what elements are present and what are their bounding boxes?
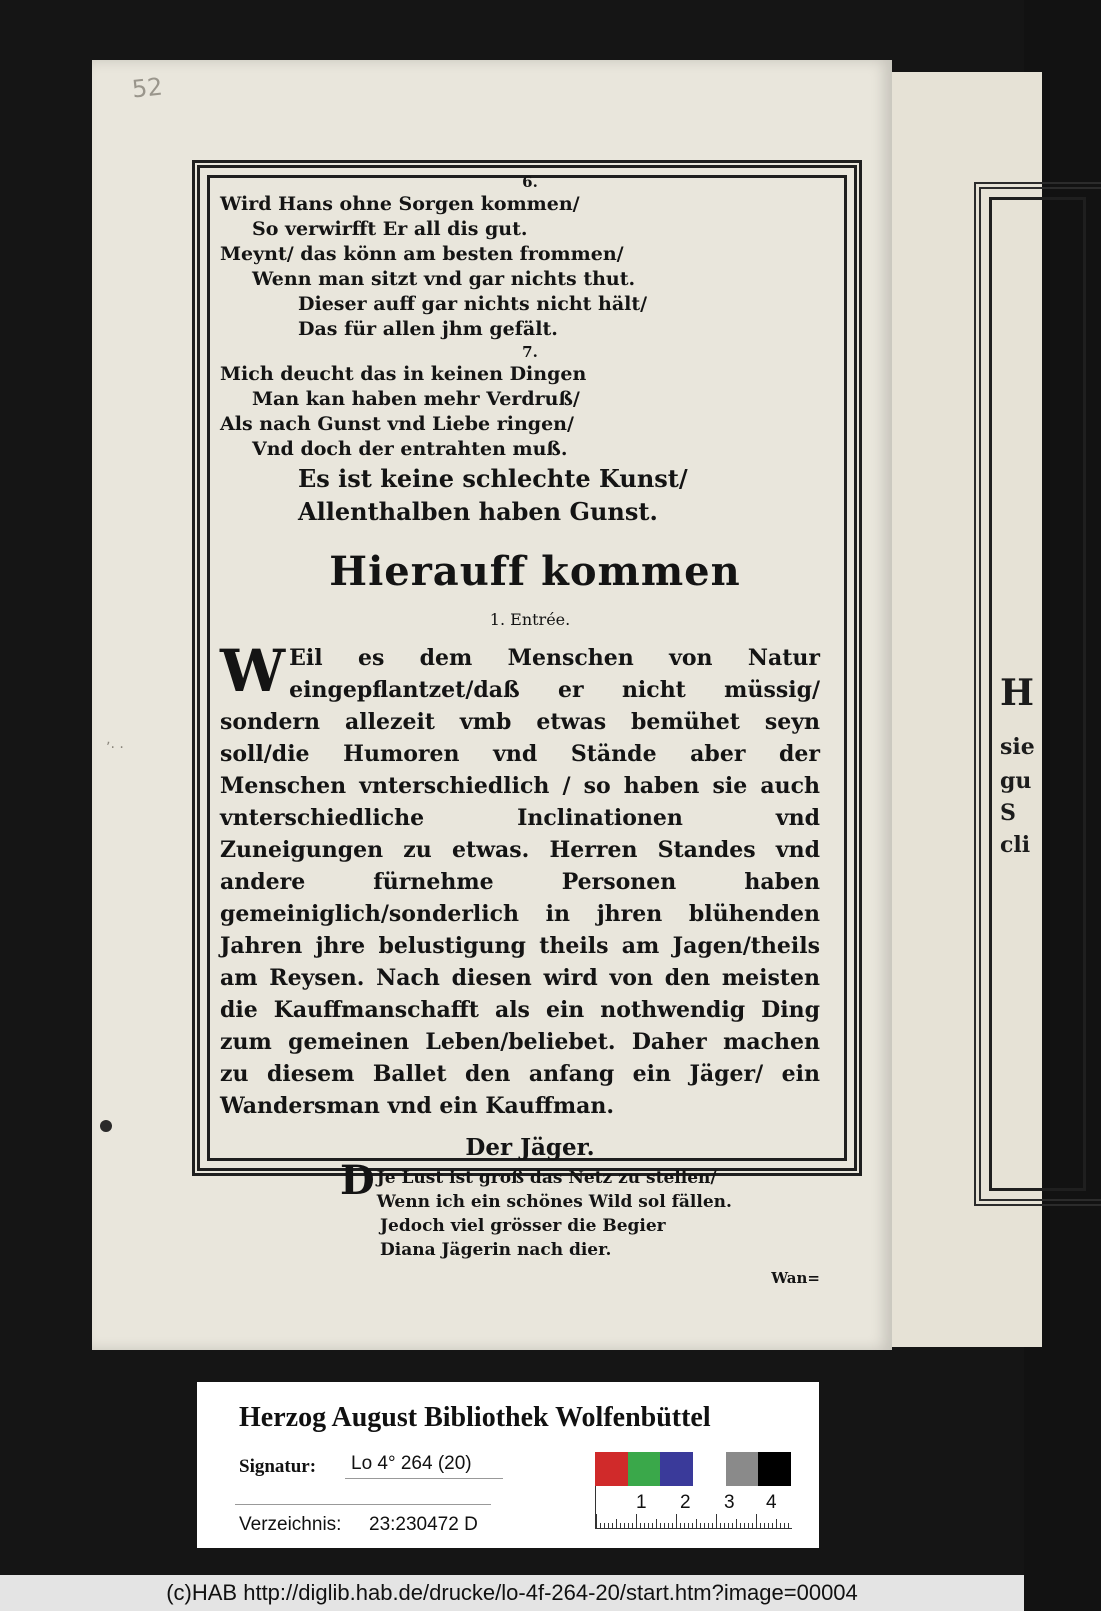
ruler-tick <box>652 1523 653 1528</box>
ruler-tick <box>744 1523 745 1528</box>
ruler-tick <box>712 1523 713 1528</box>
ruler-tick <box>624 1523 625 1528</box>
label-divider <box>235 1504 491 1505</box>
verse-line: So verwirfft Er all dis gut. <box>252 218 528 240</box>
adjacent-page <box>880 72 1042 1347</box>
ruler-tick <box>732 1523 733 1528</box>
ruler-tick <box>760 1523 761 1528</box>
ruler-number: 3 <box>724 1492 735 1513</box>
stanza-number: 7. <box>522 343 538 361</box>
verse-line: Man kan haben mehr Verdruß/ <box>252 388 580 410</box>
ruler-tick <box>656 1519 657 1528</box>
adjacent-text-fragment: S <box>1000 800 1016 826</box>
adjacent-text-fragment: H <box>1000 672 1035 714</box>
paragraph-text: Eil es dem Menschen von Natur eingepflantzet/daß er nicht müssig/ sondern allezeit vmb etwas bemühet seyn soll/die Humoren vnd Stände aber der Menschen vnterschiedlich / so haben sie auch vnterschiedliche Inclinationen vnd Zuneigungen zu etwas. Herren Standes vnd andere fürnehme Personen haben gemeiniglich/sonderlich in jhren blühenden Jahren jhre belustigung theils am Jagen/theils am Reysen. Nach diesen wird von den meisten die Kauffmanschafft als ein nothwendig Ding zum gemeinen Leben/beliebet. Daher machen zu diesem Ballet den anfang ein Jäger/ ein Wandersman vnd ein Kauffman. <box>220 645 820 1119</box>
ruler-tick <box>660 1523 661 1528</box>
ruler-tick <box>748 1523 749 1528</box>
ruler-tick <box>604 1523 605 1528</box>
ruler-number: 1 <box>636 1492 647 1513</box>
ruler-tick <box>764 1523 765 1528</box>
ruler-number: 4 <box>766 1492 777 1513</box>
ruler-tick <box>724 1523 725 1528</box>
ruler-tick <box>688 1523 689 1528</box>
margin-mark: ʼ· · <box>106 740 124 756</box>
ruler-tick <box>736 1519 737 1528</box>
signatur-label: Signatur: <box>239 1456 317 1477</box>
pencil-page-number: 52 <box>130 72 164 104</box>
ink-blot <box>100 1120 112 1132</box>
catchword: Wan= <box>771 1269 820 1287</box>
ruler-tick <box>612 1523 613 1528</box>
ruler-tick <box>720 1523 721 1528</box>
verse-line: Es ist keine schlechte Kunst/ <box>298 464 688 493</box>
book-page <box>92 60 892 1350</box>
ruler-tick <box>596 1514 597 1528</box>
ruler-tick <box>600 1523 601 1528</box>
verse-line: Mich deucht das in keinen Dingen <box>220 363 587 385</box>
verzeichnis-value: 23:230472 D <box>369 1514 478 1535</box>
adjacent-text-fragment: sie <box>1000 734 1035 760</box>
sub-heading: Der Jäger. <box>465 1134 595 1161</box>
library-label <box>197 1382 819 1548</box>
ruler-tick <box>784 1523 785 1528</box>
verse-line: Vnd doch der entrahten muß. <box>252 438 568 460</box>
verse-line: Wird Hans ohne Sorgen kommen/ <box>220 193 580 215</box>
color-swatch <box>660 1452 693 1486</box>
adjacent-text-fragment: cli <box>1000 832 1031 858</box>
ruler-tick <box>684 1523 685 1528</box>
ruler-tick <box>788 1523 789 1528</box>
ruler-tick <box>692 1523 693 1528</box>
verse-line: Als nach Gunst vnd Liebe ringen/ <box>220 413 574 435</box>
stanza-number: 6. <box>522 173 538 191</box>
ruler-tick <box>752 1523 753 1528</box>
signatur-value: Lo 4° 264 (20) <box>345 1450 503 1479</box>
body-paragraph <box>220 637 820 1122</box>
color-calibration-chart <box>595 1452 791 1486</box>
poem-line: Jedoch viel grösser die Begier <box>380 1216 666 1236</box>
adjacent-text-fragment: gu <box>1000 768 1032 794</box>
ruler-tick <box>708 1523 709 1528</box>
ruler-tick <box>640 1523 641 1528</box>
page-content <box>220 172 820 1288</box>
verse-line: Dieser auff gar nichts nicht hält/ <box>298 293 648 315</box>
ruler-tick <box>668 1523 669 1528</box>
verse-line: Das für allen jhm gefält. <box>298 318 558 340</box>
ruler-tick <box>740 1523 741 1528</box>
scale-ruler <box>595 1486 792 1529</box>
verse-line: Allenthalben haben Gunst. <box>298 497 658 526</box>
drop-capital: D <box>340 1157 375 1204</box>
ruler-tick <box>608 1523 609 1528</box>
ruler-tick <box>616 1519 617 1528</box>
ruler-tick <box>696 1519 697 1528</box>
poem-line: Diana Jägerin nach dier. <box>380 1240 612 1260</box>
copyright-footer: (c)HAB http://diglib.hab.de/drucke/lo-4f-264-20/start.htm?image=00004 <box>0 1575 1024 1611</box>
ruler-tick <box>768 1523 769 1528</box>
ruler-tick <box>776 1519 777 1528</box>
ruler-tick <box>672 1523 673 1528</box>
ruler-tick <box>628 1523 629 1528</box>
ruler-tick <box>632 1523 633 1528</box>
ruler-tick <box>676 1514 677 1528</box>
ruler-tick <box>644 1523 645 1528</box>
color-swatch <box>726 1452 759 1486</box>
adjacent-page-frame <box>974 182 1101 1206</box>
ruler-number: 2 <box>680 1492 691 1513</box>
entree-label: 1. Entrée. <box>489 610 571 629</box>
ruler-tick <box>772 1523 773 1528</box>
poem <box>340 1157 820 1262</box>
ruler-tick <box>756 1514 757 1528</box>
ruler-tick <box>680 1523 681 1528</box>
color-swatch <box>628 1452 661 1486</box>
verzeichnis-label: Verzeichnis: <box>239 1514 342 1535</box>
ruler-tick <box>620 1523 621 1528</box>
verse-line: Wenn man sitzt vnd gar nichts thut. <box>252 268 636 290</box>
color-swatch <box>595 1452 628 1486</box>
color-swatch <box>693 1452 726 1486</box>
ruler-tick <box>704 1523 705 1528</box>
drop-capital: W <box>220 637 286 705</box>
library-name: Herzog August Bibliothek Wolfenbüttel <box>239 1402 711 1433</box>
ruler-tick <box>716 1514 717 1528</box>
ruler-tick <box>780 1523 781 1528</box>
ruler-tick <box>648 1523 649 1528</box>
ruler-tick <box>700 1523 701 1528</box>
verse-line: Meynt/ das könn am besten frommen/ <box>220 243 624 265</box>
ruler-tick <box>664 1523 665 1528</box>
ruler-tick <box>728 1523 729 1528</box>
poem-line-text: Je Lust ist groß das Netz zu stellen/ <box>376 1168 717 1188</box>
ruler-tick <box>636 1514 637 1528</box>
poem-line: Wenn ich ein schönes Wild sol fällen. <box>376 1192 732 1212</box>
section-heading: Hierauff kommen <box>329 548 741 595</box>
color-swatch <box>758 1452 791 1486</box>
